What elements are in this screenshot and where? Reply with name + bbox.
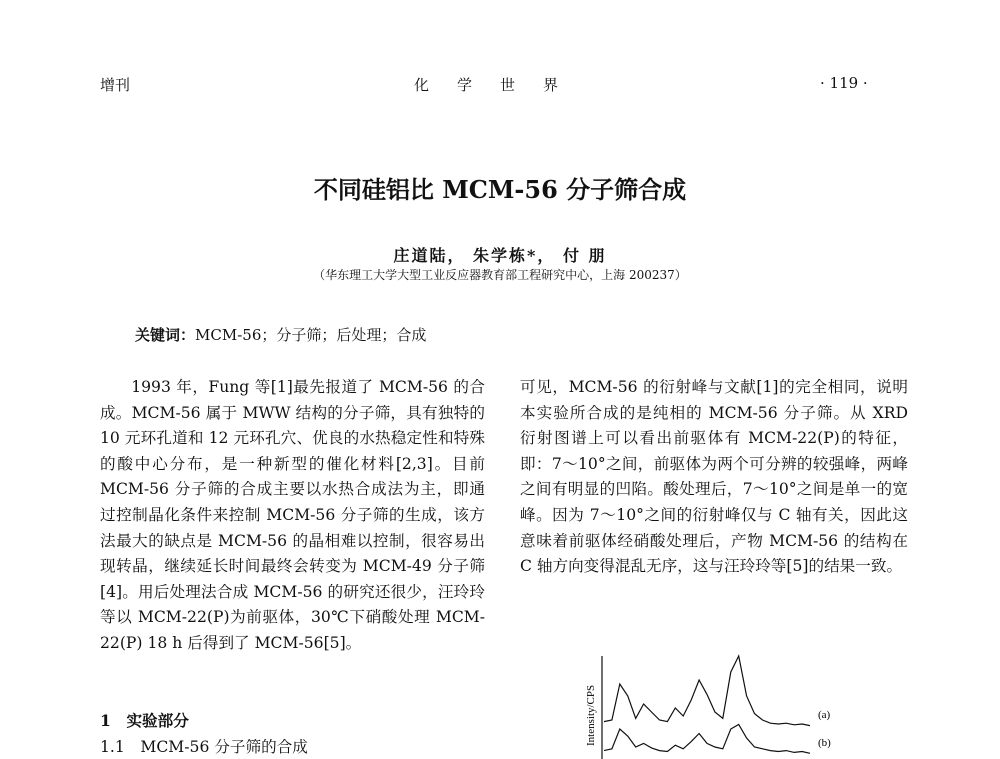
left-column — [100, 375, 485, 657]
affiliation: （华东理工大学大型工业反应器教育部工程研究中心，上海 200237） — [313, 268, 687, 282]
journal-name: 化学世界 — [413, 76, 586, 94]
keywords — [135, 324, 426, 345]
xrd-chart — [580, 636, 850, 759]
journal-section: 增刊 — [100, 76, 131, 94]
right-paragraph-1: 可见，MCM-56 的衍射峰与文献[1]的完全相同，说明本实验所合成的是纯相的 MCM-56 分子筛。从 XRD 衍射图谱上可以看出前驱体有 MCM-22(P)的特征，即：7～10°之间，前驱体为两个可分辨的较强峰，两峰之间有明显的凹陷。酸处理后，7～10°之间是单一的宽峰。因为 7～10°之间的衍射峰仅与 C 轴有关，因此这意味着前驱体经硝酸处理后，产物 MCM-56 的结构在 C 轴方向变得混乱无序，这与汪玲玲等[5]的结果一致。 — [520, 378, 908, 576]
keywords-text: MCM-56；分子筛；后处理；合成 — [195, 326, 427, 344]
keywords-label: 关键词： — [135, 326, 196, 344]
chart-ylabel: Intensity/CPS — [585, 684, 597, 746]
page-number: · 119 · — [820, 74, 868, 92]
series-label-1: (a) — [818, 709, 831, 721]
series-line-2 — [604, 725, 810, 754]
series-label-2: (b) — [818, 737, 831, 749]
authors: 庄道陆， 朱学栋*， 付 朋 — [393, 246, 607, 265]
series-line-1 — [604, 656, 810, 726]
right-column — [520, 375, 908, 580]
section-heading-1-1: 1.1 MCM-56 分子筛的合成 — [100, 738, 308, 756]
left-paragraph-1: 1993 年，Fung 等[1]最先报道了 MCM-56 的合成。MCM-56 属于 MWW 结构的分子筛，具有独特的 10 元环孔道和 12 元环孔穴、优良的水热稳定性和特殊的酸中心分布，是一种新型的催化材料[2,3]。目前 MCM-56 分子筛的合成主要以水热合成法为主，即通过控制晶化条件来控制 MCM-56 分子筛的生成，该方法最大的缺点是 MCM-56 的晶相难以控制，很容易出现转晶，继续延长时间最终会转变为 MCM-49 分子筛[4]。用后处理法合成 MCM-56 的研究还很少，汪玲玲等以 MCM-22(P)为前驱体，30℃下硝酸处理 MCM-22(P) 18 h 后得到了 MCM-56[5]。 — [100, 378, 485, 652]
paper-title: 不同硅铝比 MCM-56 分子筛合成 — [313, 175, 687, 204]
section-heading-1: 1 实验部分 — [100, 711, 189, 730]
